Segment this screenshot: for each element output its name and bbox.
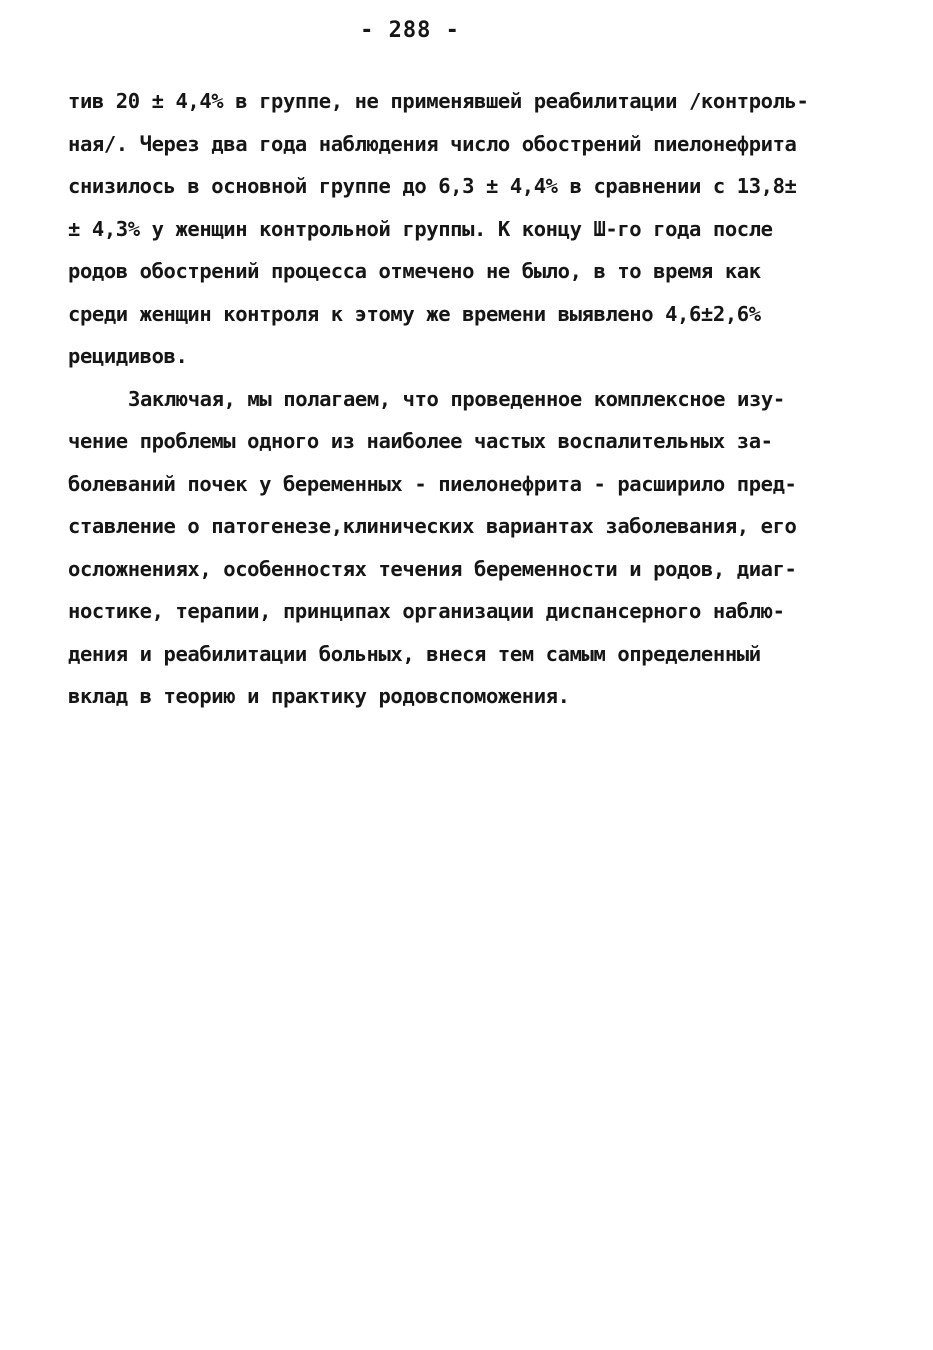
text-line: тив 20 ± 4,4% в группе, не применявшей реабилитации /контроль-	[68, 89, 809, 113]
text-line: ная/. Через два года наблюдения число обострений пиелонефрита	[68, 131, 797, 156]
text-line: болеваний почек у беременных - пиелонефрита - расширило пред-	[68, 471, 797, 496]
text-line: рецидивов.	[68, 344, 188, 368]
text-line: ± 4,3% у женщин контрольной группы. К концу Ш-го года после	[68, 216, 773, 241]
body-text	[68, 80, 868, 718]
text-line: родов обострений процесса отмечено не было, в то время как	[68, 259, 761, 283]
text-line: чение проблемы одного из наиболее частых воспалительных за-	[68, 429, 773, 453]
text-line: вклад в теорию и практику родовспоможения.	[68, 684, 570, 708]
text-line: среди женщин контроля к этому же времени выявлено 4,6±2,6%	[68, 301, 761, 326]
text-line: ставление о патогенезе,клинических вариантах заболевания, его	[68, 514, 797, 538]
paragraph-results	[68, 80, 868, 378]
page-number: - 288 -	[360, 18, 460, 43]
text-line: ностике, терапии, принципах организации диспансерного наблю-	[68, 599, 785, 623]
text-line: дения и реабилитации больных, внеся тем самым определенный	[68, 641, 761, 666]
text-line: Заключая, мы полагаем, что проведенное комплексное изу-	[128, 386, 785, 411]
text-line: снизилось в основной группе до 6,3 ± 4,4% в сравнении с 13,8±	[68, 174, 797, 198]
paragraph-conclusion	[68, 378, 868, 718]
text-line: осложнениях, особенностях течения беременности и родов, диаг-	[68, 556, 797, 581]
